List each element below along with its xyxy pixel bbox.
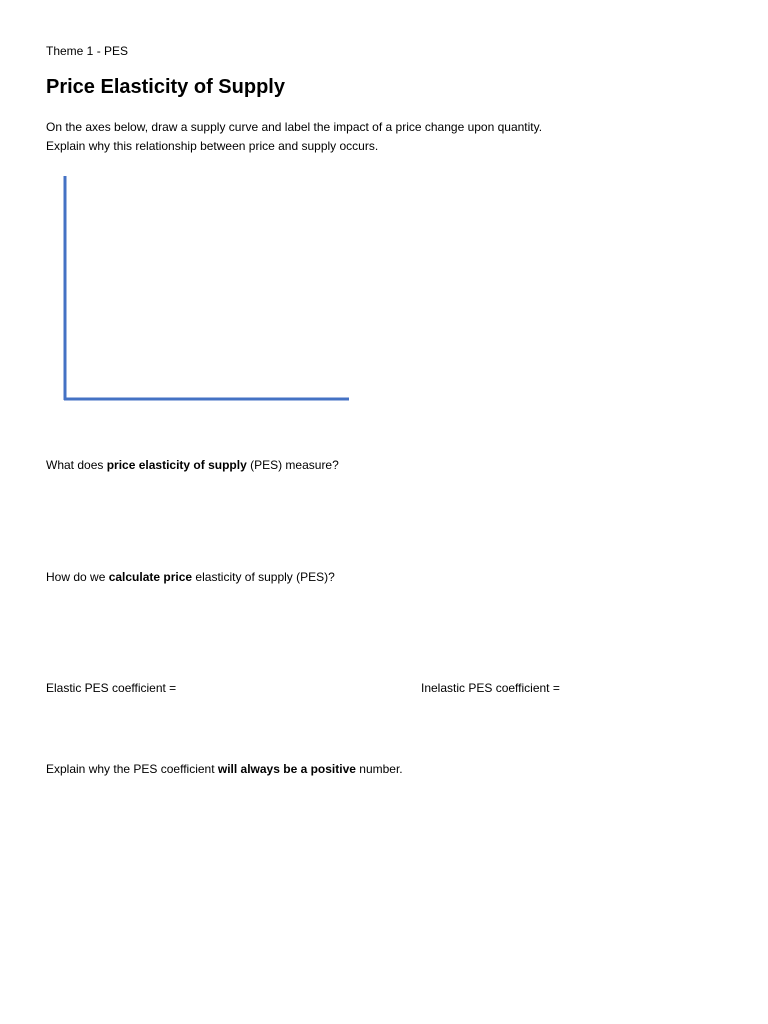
question-positive-coefficient xyxy=(46,760,403,779)
document-header: Theme 1 - PES xyxy=(46,44,129,58)
intro-line-2: Explain why this relationship between price and supply occurs. xyxy=(46,139,379,153)
question-text: How do we xyxy=(46,570,109,584)
question-text: Explain why the PES coefficient xyxy=(46,762,218,776)
supply-axes-diagram xyxy=(60,174,352,406)
question-text: What does xyxy=(46,458,107,472)
question-calculate-pes xyxy=(46,568,335,587)
question-text: elasticity of supply (PES)? xyxy=(192,570,335,584)
page-title: Price Elasticity of Supply xyxy=(46,76,285,98)
intro-line-1: On the axes below, draw a supply curve and label the impact of a price change upon quantity. xyxy=(46,120,543,134)
inelastic-coefficient-label: Inelastic PES coefficient = xyxy=(421,681,560,695)
elastic-coefficient-label: Elastic PES coefficient = xyxy=(46,681,177,695)
question-text: number. xyxy=(355,762,403,776)
question-emphasis: will always be a positive xyxy=(217,762,356,776)
question-text: (PES) measure? xyxy=(246,458,339,472)
question-emphasis: price elasticity of supply xyxy=(106,458,247,472)
intro-paragraph xyxy=(46,118,542,156)
question-emphasis: calculate price xyxy=(108,570,193,584)
question-pes-measure xyxy=(46,456,339,475)
